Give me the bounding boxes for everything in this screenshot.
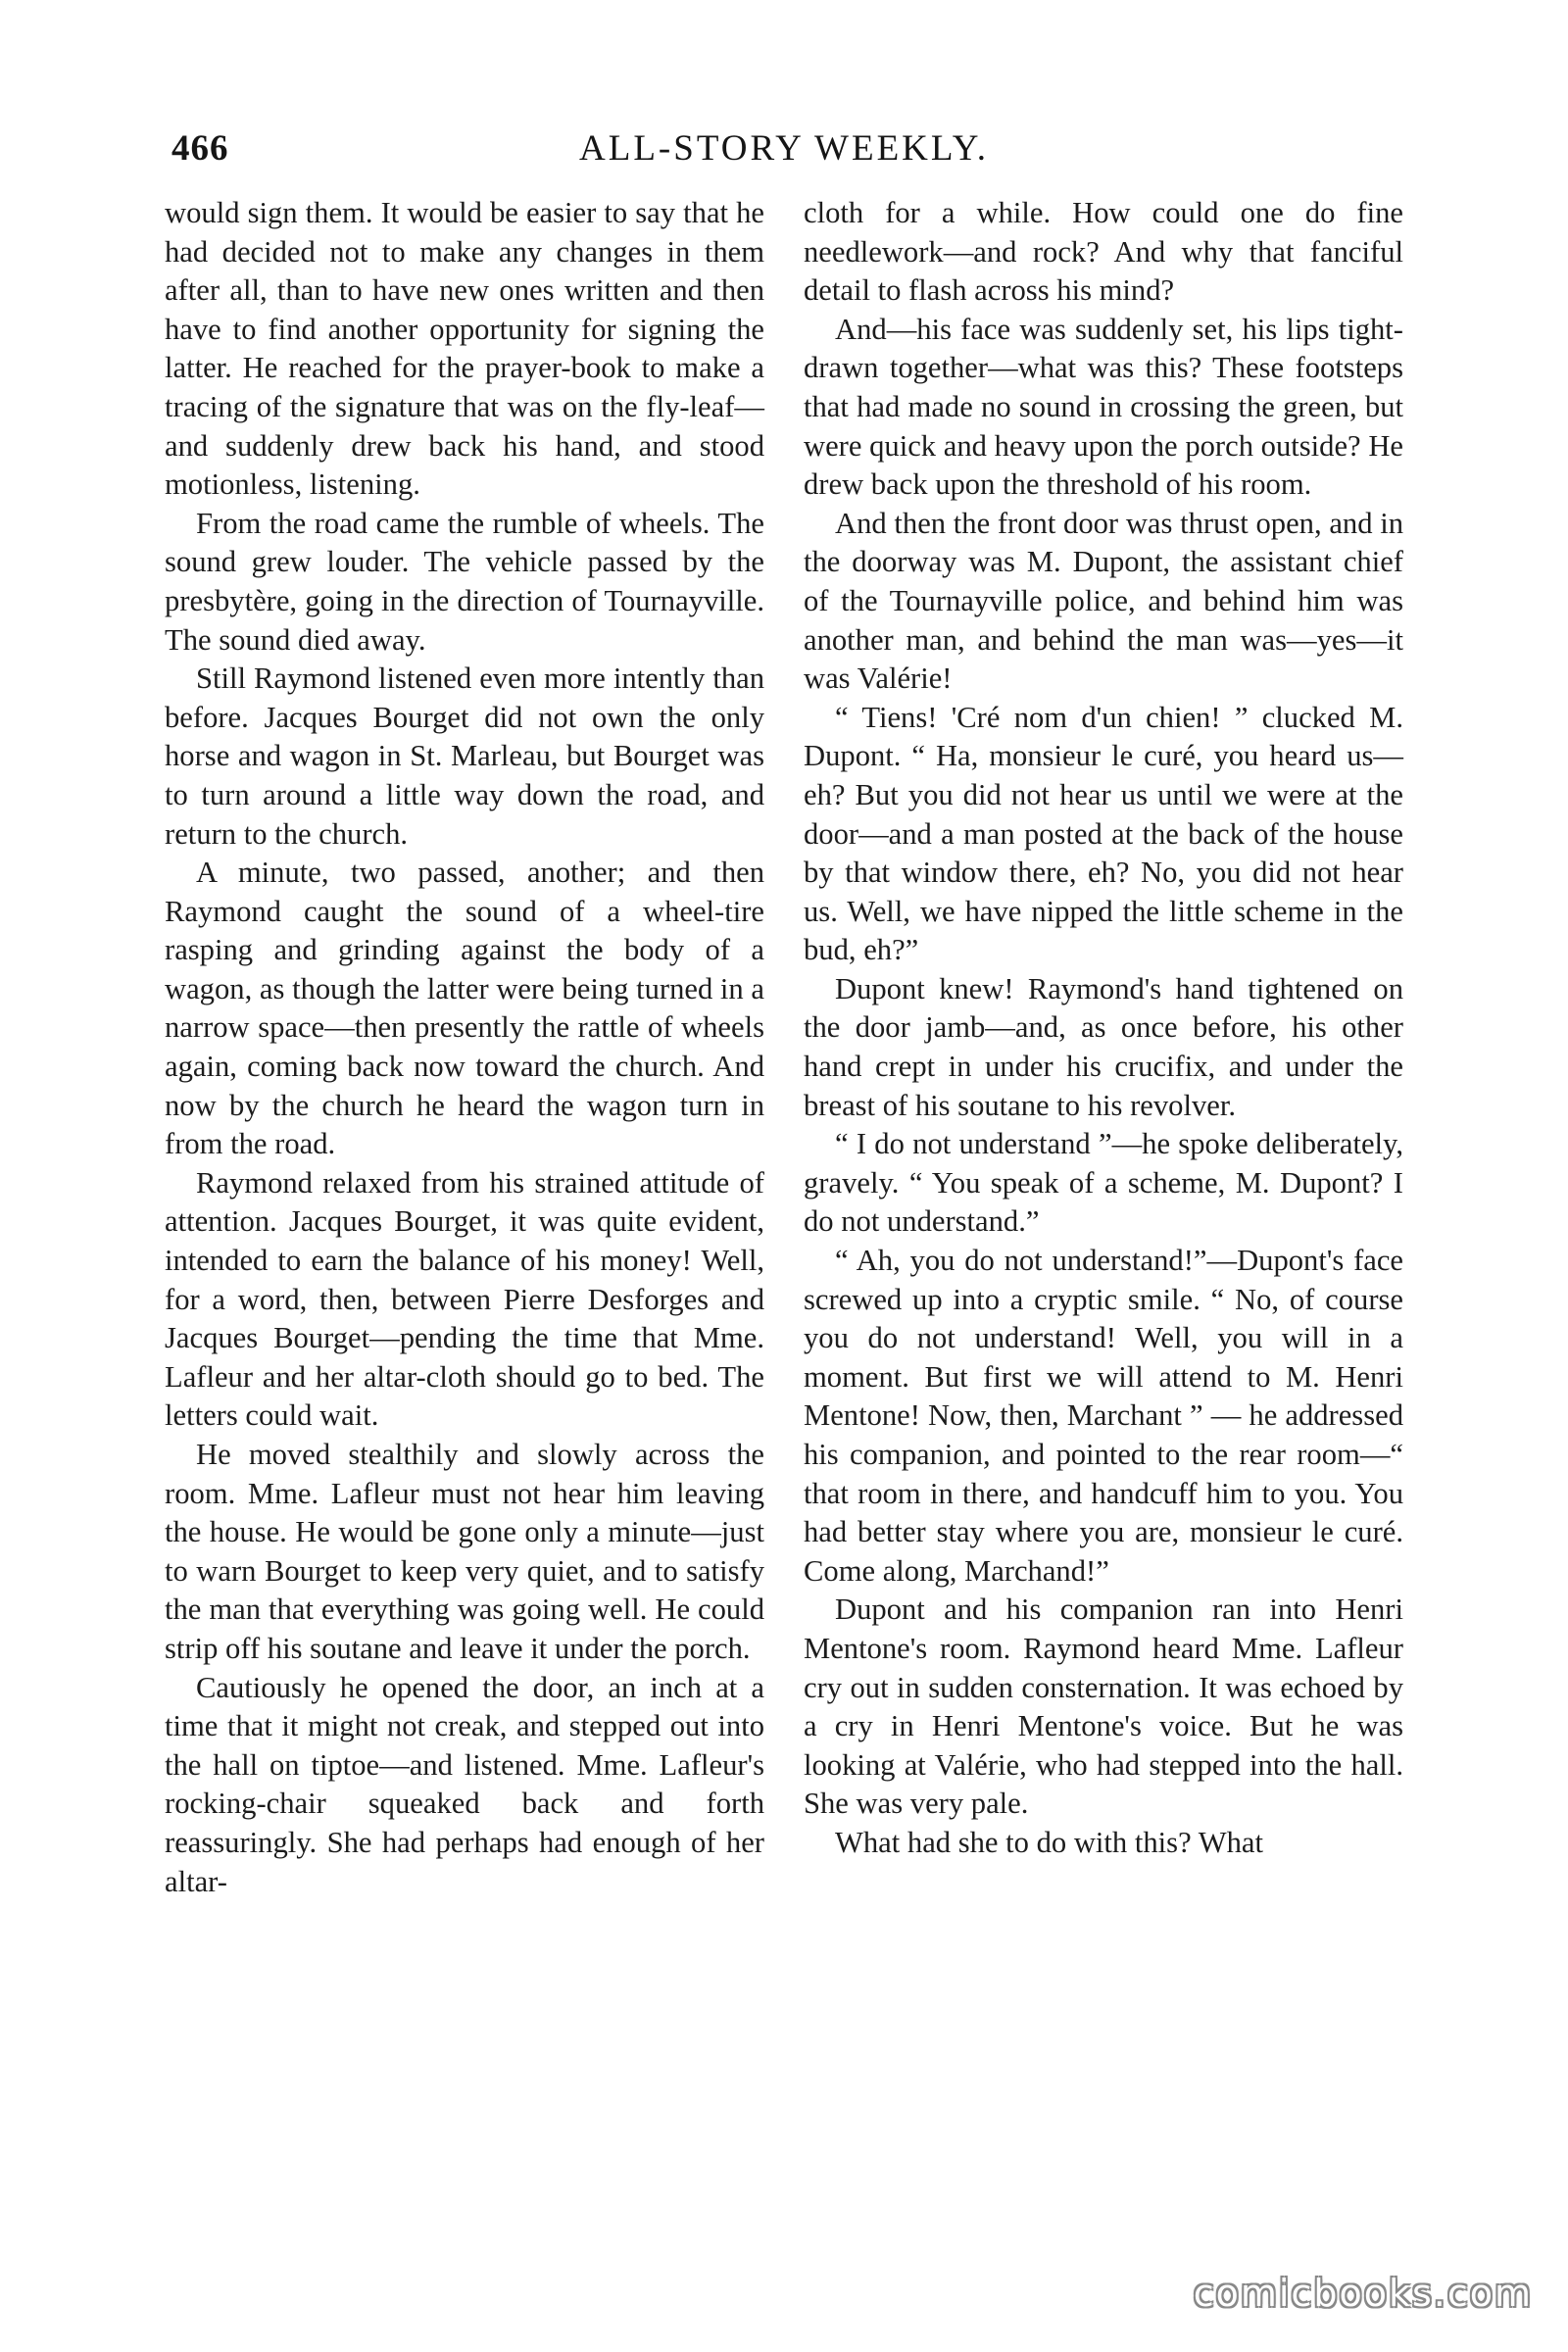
running-title: ALL-STORY WEEKLY.	[579, 128, 989, 169]
paragraph: A minute, two passed, another; and then Raymond caught the sound of a wheel-tire rasping and grinding against the body of a wagon, as though the latter were being turned in a narrow space—then presently the rattle of wheels again, coming back now toward the church. And now by the church he heard the wagon turn in from the road.	[165, 856, 764, 1161]
paragraph: “ Tiens! 'Cré nom d'un chien! ” clucked M. Dupont. “ Ha, monsieur le curé, you heard us—eh? But you did not hear us until we were at the door—and a man posted at the back of the house by that window there, eh? No, you did not hear us. Well, we have nipped the little scheme in the bud, eh?”	[804, 700, 1403, 967]
paragraph: And—his face was suddenly set, his lips tight-drawn together—what was this? These footsteps that had made no sound in crossing the green, but were quick and heavy upon the porch outside? He drew back upon the threshold of his room.	[804, 312, 1403, 502]
right-column	[804, 194, 1403, 1863]
watermark-logo: comicbooks.com	[1193, 2272, 1533, 2315]
paragraph: would sign them. It would be easier to say that he had decided not to make any changes in them after all, than to have new ones written and then have to find another opportunity for signing the latter. He reached for the prayer-book to make a tracing of the signature that was on the fly-leaf—and suddenly drew back his hand, and stood motionless, listening.	[165, 196, 764, 502]
paragraph: And then the front door was thrust open, and in the doorway was M. Dupont, the assistant chief of the Tournayville police, and behind him was another man, and behind the man was—yes—it was Valérie!	[804, 506, 1403, 696]
paragraph: What had she to do with this? What	[835, 1825, 1264, 1859]
paragraph: Cautiously he opened the door, an inch at a time that it might not creak, and stepped out into the hall on tiptoe—and listened. Mme. Lafleur's rocking-chair squeaked back and forth reassuringly. She had perhaps had enough of her altar-	[165, 1670, 764, 1898]
paragraph: “ I do not understand ”—he spoke deliberately, gravely. “ You speak of a scheme, M. Dupont? I do not understand.”	[804, 1127, 1403, 1239]
paragraph: Dupont knew! Raymond's hand tightened on the door jamb—and, as once before, his other hand crept in under his crucifix, and under the breast of his soutane to his revolver.	[804, 971, 1403, 1122]
page-number: 466	[172, 128, 229, 169]
paragraph: He moved stealthily and slowly across the room. Mme. Lafleur must not hear him leaving the house. He would be gone only a minute—just to warn Bourget to keep very quiet, and to satisfy the man that everything was going well. He could strip off his soutane and leave it under the porch.	[165, 1438, 764, 1665]
left-column	[165, 194, 764, 1901]
paragraph: Still Raymond listened even more intently than before. Jacques Bourget did not own the only horse and wagon in St. Marleau, but Bourget was to turn around a little way down the road, and return to the church.	[165, 662, 764, 851]
paragraph: cloth for a while. How could one do fine needlework—and rock? And why that fanciful detail to flash across his mind?	[804, 196, 1403, 308]
paragraph: Raymond relaxed from his strained attitude of attention. Jacques Bourget, it was quite evident, intended to earn the balance of his money! Well, for a word, then, between Pierre Desforges and Jacques Bourget—pending the time that Mme. Lafleur and her altar-cloth should go to bed. The letters could wait.	[165, 1165, 764, 1433]
paragraph: From the road came the rumble of wheels. The sound grew louder. The vehicle passed by the presbytère, going in the direction of Tournayville. The sound died away.	[165, 506, 764, 657]
paragraph: Dupont and his companion ran into Henri Mentone's room. Raymond heard Mme. Lafleur cry out in sudden consternation. It was echoed by a cry in Henri Mentone's voice. But he was looking at Valérie, who had stepped into the hall. She was very pale.	[804, 1592, 1403, 1821]
paragraph: “ Ah, you do not understand!”—Dupont's face screwed up into a cryptic smile. “ No, of course you do not understand! Well, you will in a moment. But first we will attend to M. Henri Mentone! Now, then, Marchant ” — he addressed his companion, and pointed to the rear room—“ that room in there, and handcuff him to you. You had better stay where you are, monsieur le curé. Come along, Marchand!”	[804, 1244, 1403, 1588]
page-header	[0, 127, 1568, 186]
